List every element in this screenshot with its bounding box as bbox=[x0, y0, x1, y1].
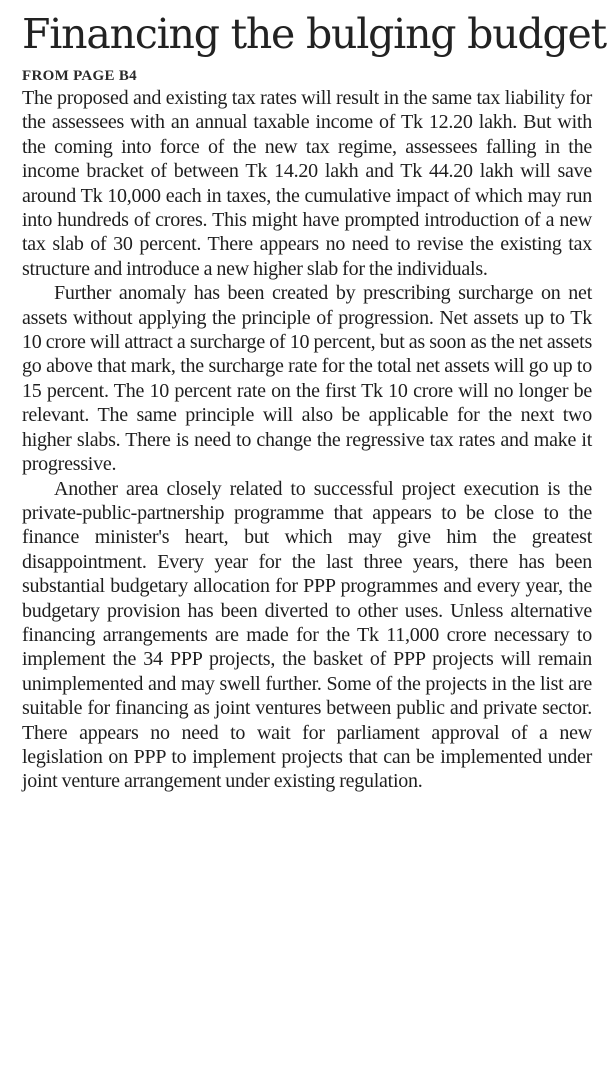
continuation-kicker: FROM PAGE B4 bbox=[22, 68, 137, 84]
headline: Financing the bulging budget bbox=[22, 10, 606, 58]
article bbox=[22, 4, 606, 794]
paragraph-3: Another area closely related to successful project execution is the private-public-partnership programme that appears to be close to the finance minister's heart, but which may give him the greatest disappointment. Every year for the last three years, there has been substantial budgetary allocation for PPP programmes and every year, the budgetary provision has been diverted to other uses. Unless alternative financing arrangements are made for the Tk 11,000 crore necessary to implement the 34 PPP projects, the basket of PPP projects will remain unimplemented and may swell further. Some of the projects in the list are suitable for financing as joint ventures between public and private sector. There appears no need to wait for parliament approval of a new legislation on PPP to implement projects that can be implemented under joint venture arrangement under existing regulation. bbox=[22, 477, 592, 793]
paragraph-1: The proposed and existing tax rates will result in the same tax liability for the assessees with an annual taxable income of Tk 12.20 lakh. But with the coming into force of the new tax regime, assessees falling in the income bracket of between Tk 14.20 lakh and Tk 44.20 lakh will save around Tk 10,000 each in taxes, the cumulative impact of which may run into hundreds of crores. This might have prompted introduction of a new tax slab of 30 percent. There appears no need to revise the existing tax structure and introduce a new higher slab for the individuals. bbox=[22, 87, 592, 280]
paragraph-2: Further anomaly has been created by prescribing surcharge on net assets without applying the principle of progression. Net assets up to Tk 10 crore will attract a surcharge of 10 percent, but as soon as the net assets go above that mark, the surcharge rate for the total net assets will go up to 15 percent. The 10 percent rate on the first Tk 10 crore will no longer be relevant. The same principle will also be applicable for the next two higher slabs. There is need to change the regressive tax rates and make it progressive. bbox=[22, 282, 592, 476]
